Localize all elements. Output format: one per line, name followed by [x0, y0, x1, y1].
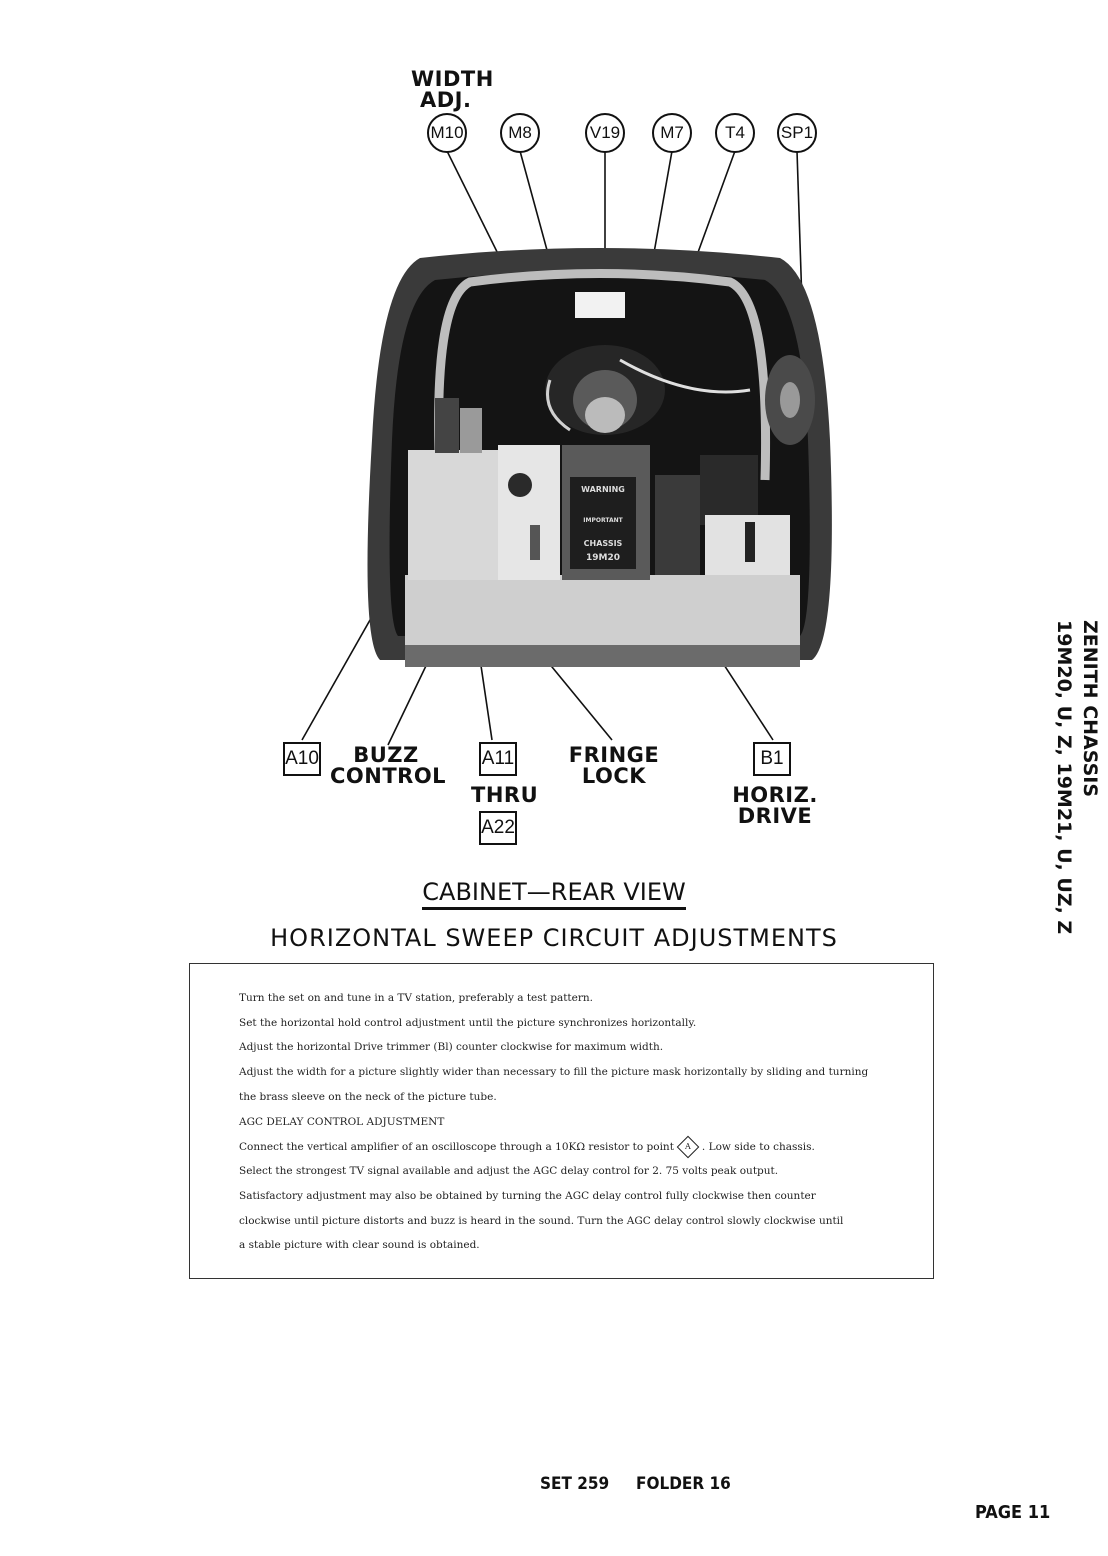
procedure-line-7: Select the strongest TV signal available and adjust the AGC delay control for 2. 75 volts peak output.: [239, 1165, 779, 1177]
chassis-label-text: CHASSIS: [583, 539, 623, 548]
callout-a11: A11: [479, 742, 517, 776]
folder-number: FOLDER 16: [636, 1474, 731, 1494]
procedure-line-3: Adjust the horizontal Drive trimmer (Bl) counter clockwise for maximum width.: [239, 1041, 664, 1053]
agc-connect-text-end: . Low side to chassis.: [701, 1141, 815, 1153]
fringe-lock-line-1: FRINGE: [568, 743, 660, 767]
callout-a22: A22: [479, 811, 517, 845]
horiz-drive-label: [730, 785, 820, 827]
cabinet-rear-view-text: CABINET—REAR VIEW: [422, 878, 685, 910]
fringe-lock-line-2: LOCK: [581, 764, 647, 788]
section-title: HORIZONTAL SWEEP CIRCUIT ADJUSTMENTS: [270, 924, 838, 952]
agc-test-point-symbol: [677, 1136, 700, 1159]
fringe-lock-label: [568, 745, 660, 787]
callout-m8: M8: [500, 113, 540, 153]
procedure-line-agc-connect: [239, 1139, 815, 1155]
procedure-line-5: the brass sleeve on the neck of the picture tube.: [239, 1091, 497, 1103]
horiz-drive-line-1: HORIZ.: [732, 783, 818, 807]
cabinet-rear-view-title: [0, 878, 1108, 906]
side-title-line-1: ZENITH CHASSIS: [1079, 620, 1101, 798]
buzz-control-label: [330, 743, 447, 788]
procedure-line-4: Adjust the width for a picture slightly wider than necessary to fill the picture mask horizontally by sliding and turning: [239, 1066, 869, 1078]
callout-t4: T4: [715, 113, 755, 153]
agc-delay-heading: AGC DELAY CONTROL ADJUSTMENT: [239, 1116, 445, 1128]
adjustment-procedure-box: [189, 963, 934, 1279]
callout-v19: V19: [585, 113, 625, 153]
callout-b1: B1: [753, 742, 791, 776]
cabinet-rear-photo: [360, 240, 840, 676]
width-adj-line-1: WIDTH: [411, 67, 494, 91]
procedure-line-2: Set the horizontal hold control adjustment until the picture synchronizes horizontally.: [239, 1017, 697, 1029]
procedure-line-8: Satisfactory adjustment may also be obtained by turning the AGC delay control fully clockwise then counter: [239, 1190, 816, 1202]
agc-test-point-letter: A: [685, 1142, 691, 1151]
important-label-text: IMPORTANT: [583, 517, 623, 524]
procedure-line-9: clockwise until picture distorts and buzz is heard in the sound. Turn the AGC delay control slowly clockwise until: [239, 1215, 844, 1227]
width-adj-label: [411, 69, 494, 111]
horiz-drive-line-2: DRIVE: [737, 804, 813, 828]
procedure-line-10: a stable picture with clear sound is obtained.: [239, 1239, 480, 1251]
procedure-line-1: Turn the set on and tune in a TV station, preferably a test pattern.: [239, 992, 593, 1004]
agc-connect-text: Connect the vertical amplifier of an oscilloscope through a 10KΩ resistor to point: [239, 1141, 674, 1153]
buzz-control-line-1: BUZZ: [353, 743, 419, 767]
page-number: PAGE 11: [975, 1502, 1051, 1523]
callout-m10: M10: [427, 113, 467, 153]
warning-label-text: WARNING: [581, 485, 625, 494]
side-chassis-title: [1036, 620, 1106, 935]
callout-a10: A10: [283, 742, 321, 776]
chassis-number-text: 19M20: [585, 553, 621, 563]
buzz-control-line-2: CONTROL: [330, 764, 447, 788]
callout-sp1: SP1: [777, 113, 817, 153]
callout-m7: M7: [652, 113, 692, 153]
side-title-line-2: 19M20, U, Z, 19M21, U, UZ, Z: [1053, 620, 1075, 935]
set-number: SET 259: [540, 1474, 610, 1494]
thru-label: THRU: [471, 783, 539, 807]
width-adj-line-2: ADJ.: [420, 88, 472, 112]
